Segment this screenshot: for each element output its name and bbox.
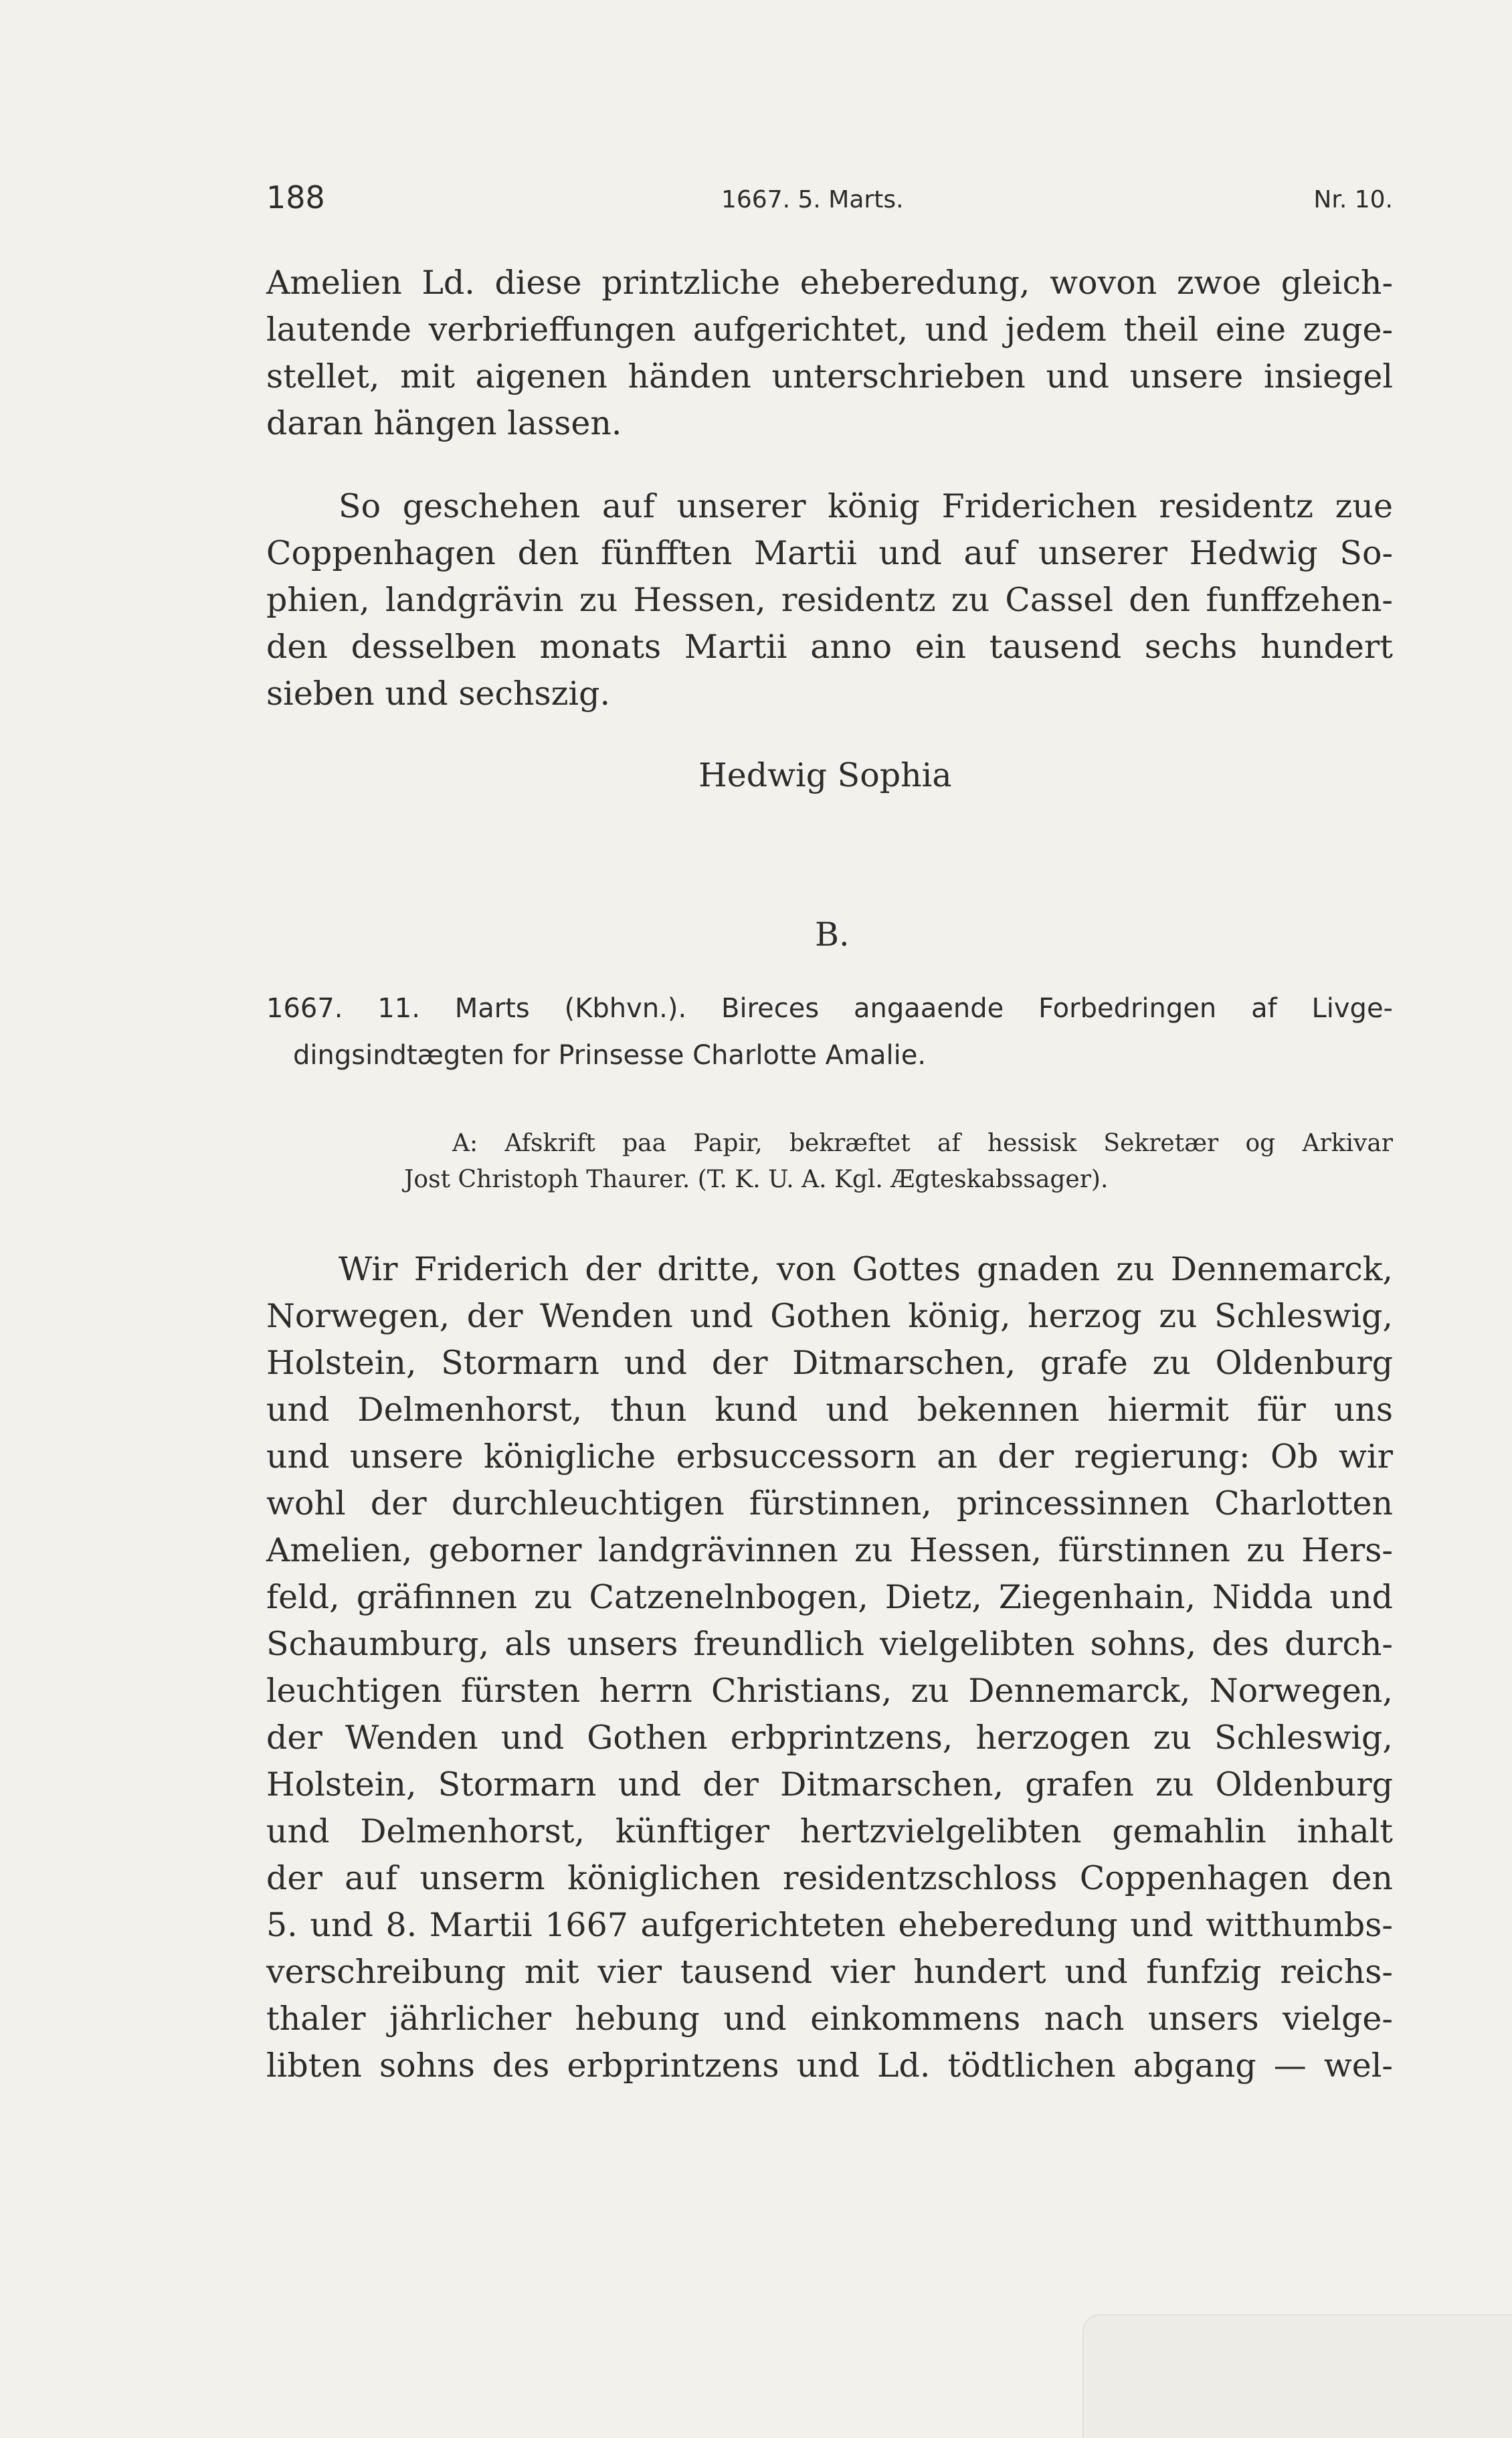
text-line: feld, gräfinnen zu Catzenelnbogen, Dietz, Ziegenhain, Nidda und	[266, 1578, 1393, 1616]
paragraph-main	[266, 1246, 1393, 2089]
text-line: leuchtigen fürsten herrn Christians, zu Dennemarck, Norwegen,	[266, 1672, 1393, 1710]
page-header	[266, 179, 1393, 226]
header-number: Nr. 10.	[1313, 186, 1393, 213]
text-line: verschreibung mit vier tausend vier hundert und funfzig reichs-	[266, 1953, 1393, 1991]
text-line: thaler jährlicher hebung und einkommens nach unsers vielge-	[266, 2000, 1393, 2038]
text-line: stellet, mit aigenen händen unterschrieben und unsere insiegel	[266, 357, 1393, 396]
text-line: und unsere königliche erbsuccessorn an der regierung: Ob wir	[266, 1438, 1393, 1476]
text-line: Holstein, Stormarn und der Ditmarschen, grafen zu Oldenburg	[266, 1765, 1393, 1804]
text-line: So geschehen auf unserer könig Friderichen residentz zue	[339, 487, 1393, 525]
paragraph-dating	[266, 483, 1393, 717]
text-line: Schaumburg, als unsers freundlich vielgelibten sohns, des durch-	[266, 1625, 1393, 1663]
regest-heading	[266, 988, 1393, 1081]
text-line: den desselben monats Martii anno ein tausend sechs hundert	[266, 628, 1393, 666]
signature: Hedwig Sophia	[698, 756, 952, 794]
text-line: wohl der durchleuchtigen fürstinnen, princessinnen Charlotten	[266, 1484, 1393, 1522]
paragraph-closing	[266, 260, 1393, 447]
section-label: B.	[815, 916, 850, 954]
text-line: und Delmenhorst, künftiger hertzvielgelibten gemahlin inhalt	[266, 1812, 1393, 1850]
text-line: libten sohns des erbprintzens und Ld. tödtlichen abgang — wel-	[266, 2047, 1393, 2085]
page-edge-mark	[1082, 2314, 1512, 2438]
text-line: lautende verbrieffungen aufgerichtet, und jedem theil eine zuge-	[266, 311, 1393, 349]
text-line: Amelien, geborner landgrävinnen zu Hessen, fürstinnen zu Hers-	[266, 1531, 1393, 1569]
source-line: A: Afskrift paa Papir, bekræftet af hessisk Sekretær og Arkivar	[452, 1130, 1393, 1157]
page-number: 188	[266, 179, 325, 215]
regest-line: dingsindtægten for Prinsesse Charlotte Amalie.	[293, 1040, 927, 1071]
text-line: Holstein, Stormarn und der Ditmarschen, grafe zu Oldenburg	[266, 1344, 1393, 1382]
text-line: 5. und 8. Martii 1667 aufgerichteten eheberedung und witthumbs-	[266, 1906, 1393, 1944]
text-line: sieben und sechszig.	[266, 675, 611, 713]
text-line: der Wenden und Gothen erbprintzens, herzogen zu Schleswig,	[266, 1719, 1393, 1757]
text-line: Wir Friderich der dritte, von Gottes gnaden zu Dennemarck,	[339, 1250, 1393, 1288]
header-date: 1667. 5. Marts.	[721, 186, 904, 213]
text-line: Amelien Ld. diese printzliche eheberedung, wovon zwoe gleich-	[266, 264, 1393, 302]
text-line: Norwegen, der Wenden und Gothen könig, herzog zu Schleswig,	[266, 1297, 1393, 1335]
text-line: phien, landgrävin zu Hessen, residentz zu Cassel den funffzehen-	[266, 581, 1393, 619]
text-line: Coppenhagen den fünfften Martii und auf unserer Hedwig So-	[266, 534, 1393, 572]
text-line: und Delmenhorst, thun kund und bekennen hiermit für uns	[266, 1391, 1393, 1429]
text-line: der auf unserm königlichen residentzschloss Coppenhagen den	[266, 1859, 1393, 1897]
source-line: Jost Christoph Thaurer. (T. K. U. A. Kgl. Ægteskabssager).	[404, 1166, 1109, 1193]
regest-line: 1667. 11. Marts (Kbhvn.). Bireces angaaende Forbedringen af Livge-	[266, 993, 1393, 1024]
text-line: daran hängen lassen.	[266, 404, 622, 442]
source-note	[404, 1126, 1393, 1198]
